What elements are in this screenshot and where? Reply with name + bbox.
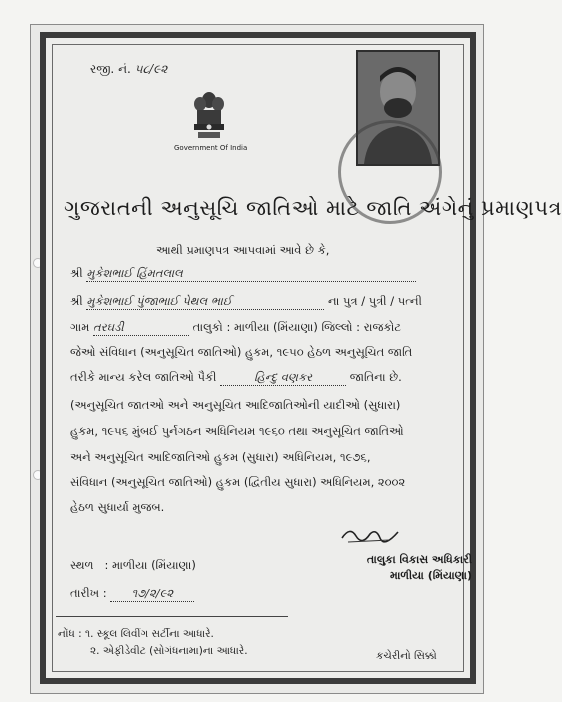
- place-value: : માળીયા (મિંયાણા): [104, 558, 196, 572]
- body-line-2-pre: તરીકે માન્ય કરેલ જાતિઓ પૈકી: [70, 370, 217, 384]
- relation-text: ના પુત્ર / પુત્રી / પત્ની: [327, 294, 422, 308]
- notes-separator: [56, 616, 288, 617]
- reg-no-value: ૫૮/૯૨: [134, 62, 168, 76]
- emblem-caption: Government Of India: [174, 144, 248, 152]
- village-label: ગામ: [70, 320, 90, 334]
- designation-line-1: તાલુકા વિકાસ અધિકારી: [366, 553, 472, 566]
- national-emblem: [174, 88, 248, 152]
- body-line-2-post: જાતિના છે.: [349, 370, 402, 384]
- father-line: [70, 294, 422, 310]
- taluka-district: તાલુકો : માળીયા (મિંયાણા) જિલ્લો : રાજકોટ: [192, 320, 402, 334]
- date-label: તારીખ :: [70, 586, 107, 600]
- registration-number: [90, 62, 167, 77]
- note-row-1: [58, 626, 248, 643]
- body-line-7: હેઠળ સુધાર્યા મુજબ.: [70, 500, 165, 514]
- office-seal-label: કચેરીનો સિક્કો: [376, 650, 437, 662]
- village-line: [70, 320, 401, 336]
- certificate-title: ગુજરાતની અનુસૂચિ જાતિઓ માટે જાતિ અંગેનું પ્રમાણપત્ર: [64, 196, 562, 220]
- place-label: સ્થળ: [70, 558, 94, 572]
- name-line: [70, 266, 416, 282]
- body-line-3: (અનુસૂચિત જાતઓ અને અનુસૂચિત આદિજાતિઓની યાદીઓ (સુધારા): [70, 398, 401, 412]
- caste-name: હિન્દુ વણકર: [220, 370, 346, 386]
- officer-signature-icon: [340, 524, 400, 546]
- body-line-5: અને અનુસૂચિત આદિજાતિઓ હુકમ (સુધારા) અધિનિયમ, ૧૯૭૬,: [70, 450, 371, 464]
- father-name: મુકેશભાઈ પુંજાભાઈ પેથલ ભાઈ: [86, 294, 324, 310]
- shri-label-2: શ્રી: [70, 294, 83, 308]
- notes-section: [58, 626, 248, 660]
- village-name: તરઘડી: [93, 320, 189, 336]
- body-line-2: [70, 370, 402, 386]
- place-line: [70, 558, 196, 573]
- note-label: નોંધ :: [58, 628, 82, 640]
- designation-line-2: માળીયા (મિંયાણા): [389, 569, 472, 582]
- body-line-1: જેઓ સંવિધાન (અનુસૂચિત જાતિઓ) હુકમ, ૧૯૫૦ હેઠળ અનુસૂચિત જાતિ: [70, 345, 413, 359]
- reg-no-label: રજી. નં.: [90, 62, 131, 76]
- holder-name: મુકેશભાઈ હિંમતલાલ: [86, 266, 416, 282]
- ashoka-emblem-icon: [189, 88, 229, 142]
- note-1: ૧. સ્કૂલ લિવીંગ સર્ટીના આધારે.: [84, 628, 214, 640]
- date-line: [70, 586, 194, 602]
- date-value: ૧૭/૨/૯૨: [110, 586, 194, 602]
- intro-line: આથી પ્રમાણપત્ર આપવામાં આવે છે કે,: [156, 243, 330, 257]
- body-line-6: સંવિધાન (અનુસૂચિત જાતિઓ) હુકમ (દ્વિતીય સુધારા) અધિનિયમ, ૨૦૦૨: [70, 475, 406, 489]
- shri-label: શ્રી: [70, 266, 83, 280]
- issuing-officer-designation: [312, 552, 472, 584]
- body-line-4: હુકમ, ૧૯૫૬ મુંબઈ પુર્નગઠન અધિનિયમ ૧૯૬૦ તથા અનુસૂચિત જાતિઓ: [70, 424, 404, 438]
- note-2: ૨. એફીડેવીટ (સોગંધનામા)ના આધારે.: [90, 645, 248, 657]
- note-row-2: [58, 643, 248, 660]
